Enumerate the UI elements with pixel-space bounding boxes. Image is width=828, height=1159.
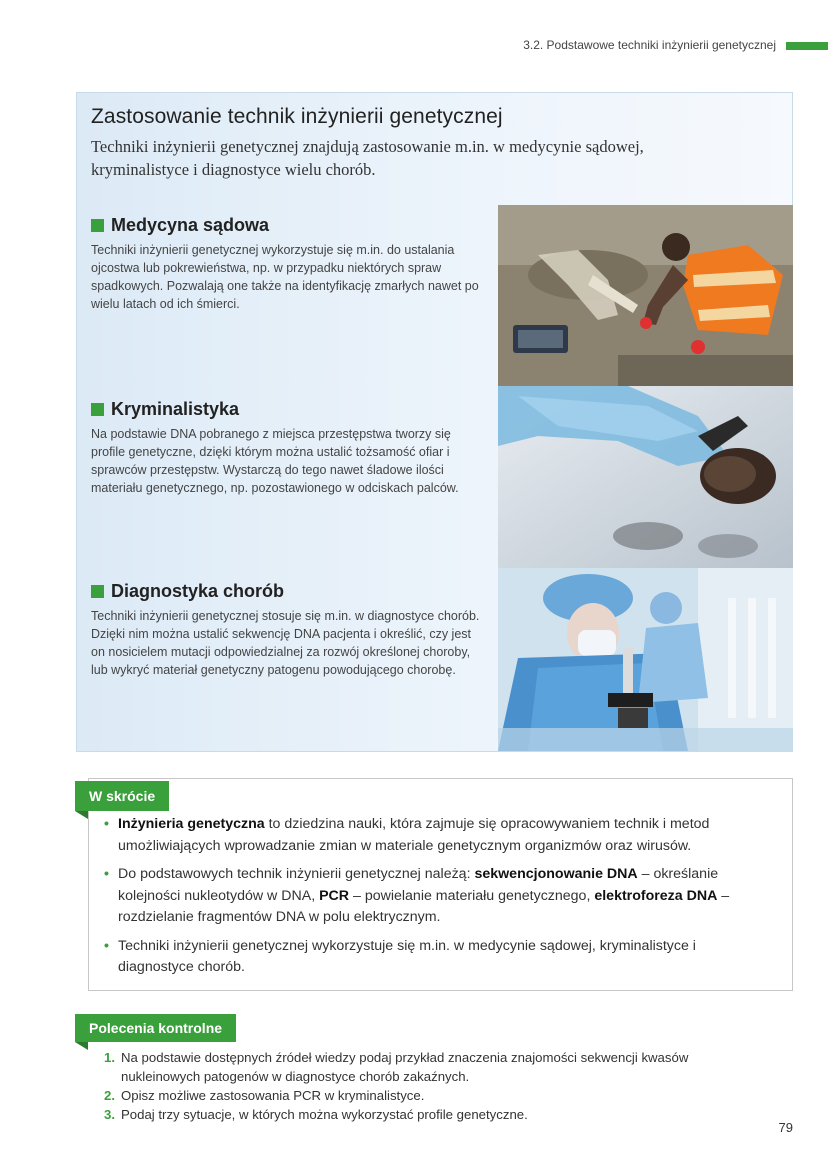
tasks-tag: Polecenia kontrolne [75, 1014, 236, 1042]
feature-lead: Techniki inżynierii genetycznej znajdują zastosowanie m.in. w medycynie sądowej, kryminalistyce i diagnostyce wielu chorób. [91, 137, 644, 179]
section-heading-label: Medycyna sądowa [111, 215, 270, 235]
photo-archaeological-excavation [498, 205, 793, 386]
tasks-tag-fold [75, 1042, 88, 1050]
summary-item: • Inżynieria genetyczna to dziedzina nauki, która zajmuje się opracowywaniem technik i metod umożliwiających wprowadzanie zmian w materiale genetycznym organizmów oraz wirusów. [104, 814, 774, 857]
section-text-forensic-medicine: Techniki inżynierii genetycznej wykorzystuje się m.in. do ustalania ojcostwa lub pokrewieństwa, np. w przypadku niektórych spraw spadkowych. Pozwalają one także na identyfikację zmarłych nawet po wielu latach od ich śmierci. [91, 243, 479, 311]
task-item: 1. Na podstawie dostępnych źródeł wiedzy podaj przykład znaczenia znajomości sekwencji kwasów nukleinowych patogenów w diagnostyce chorób zakaźnych. [104, 1050, 689, 1084]
photo-laboratory-microscope [498, 568, 793, 751]
summary-tag-fold [75, 811, 88, 819]
header-accent-bar [786, 42, 828, 50]
page-number: 79 [778, 1120, 793, 1135]
green-square-icon [91, 403, 104, 416]
section-heading-diagnostics [91, 581, 284, 602]
photo-fingerprint-brush [498, 386, 793, 568]
section-text-diagnostics: Techniki inżynierii genetycznej stosuje się m.in. w diagnostyce chorób. Dzięki nim można ustalić sekwencję DNA pacjenta i określić, czy jest on nosicielem mutacji odpowiedzialnej za rozwój określonej choroby, lub wykryć materiał genetyczny patogenu powodującego chorobę. [91, 609, 480, 677]
summary-item: • Techniki inżynierii genetycznej wykorzystuje się m.in. w medycynie sądowej, kryminalistyce i diagnostyce chorób. [104, 936, 774, 979]
green-square-icon [91, 585, 104, 598]
summary-list [104, 814, 774, 986]
section-heading-forensic-medicine [91, 215, 269, 236]
section-heading-criminalistics [91, 399, 239, 420]
task-item: 3. Podaj trzy sytuacje, w których można wykorzystać profile genetyczne. [104, 1107, 528, 1122]
section-heading-label: Kryminalistyka [111, 399, 240, 419]
green-square-icon [91, 219, 104, 232]
running-header: 3.2. Podstawowe techniki inżynierii genetycznej [523, 38, 776, 52]
feature-title: Zastosowanie technik inżynierii genetycznej [91, 105, 503, 128]
task-item: 2. Opisz możliwe zastosowania PCR w kryminalistyce. [104, 1088, 425, 1103]
feature-box [76, 92, 793, 752]
section-text-criminalistics: Na podstawie DNA pobranego z miejsca przestępstwa tworzy się profile genetyczne, dzięki którym można ustalić tożsamość ofiar i sprawców przestępstw. Wystarczą do tego nawet śladowe ilości materiału genetycznego, np. pozostawionego w odciskach palców. [91, 427, 459, 495]
tasks-list [104, 1048, 724, 1124]
summary-tag: W skrócie [75, 781, 169, 811]
section-heading-label: Diagnostyka chorób [111, 581, 285, 601]
summary-item: • Do podstawowych technik inżynierii genetycznej należą: sekwencjonowanie DNA – określanie kolejności nukleotydów w DNA, PCR – powielanie materiału genetycznego, elektroforeza DNA – rozdzielanie fragmentów DNA w polu elektrycznym. [104, 864, 774, 929]
